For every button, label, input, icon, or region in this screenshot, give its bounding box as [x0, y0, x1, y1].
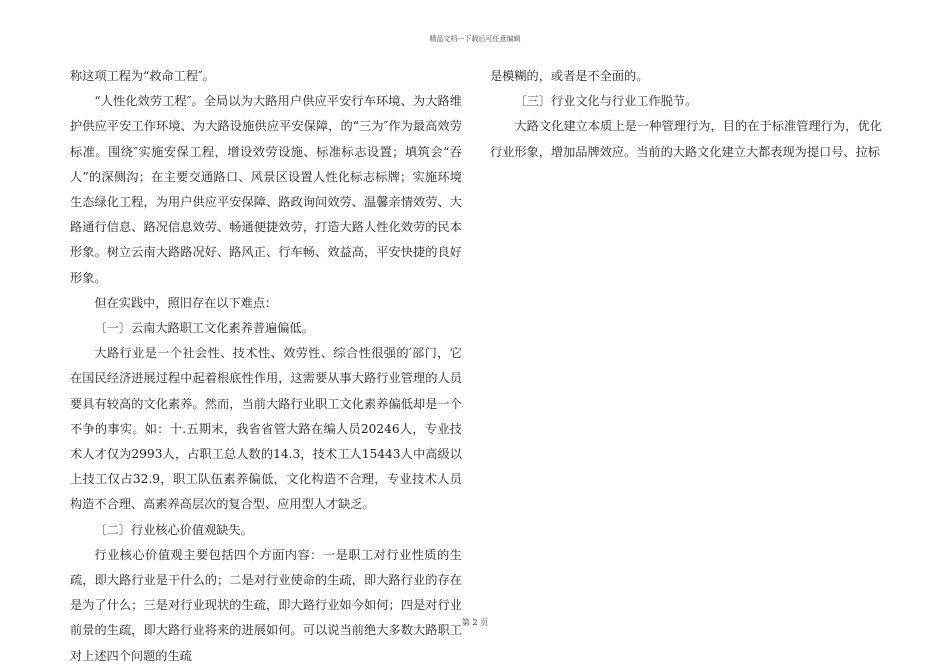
paragraph: 是模糊的，或者是不全面的。 — [490, 69, 649, 83]
paragraph: 但在实践中，照旧存在以下难点： — [94, 295, 278, 310]
paragraph: 称这项工程为“救命工程″。 — [70, 69, 215, 83]
paragraph: 大路文化建立本质上是一种管理行为，目的在于标准管理行为，优化行业形象，增加品牌效应。当前的大路文化建立大都表现为提口号、拉标 — [490, 119, 882, 159]
section-heading: 〔一〕云南大路职工文化素养普遍偏低。 — [94, 321, 314, 336]
section-heading: 〔三〕行业文化与行业工作脱节。 — [514, 94, 698, 109]
page-header: 精品文档---下载后可任意编辑 — [429, 35, 521, 43]
right-column — [490, 64, 882, 165]
paragraph: 大路行业是一个社会性、技术性、效劳性、综合性很强的′部门，它在国民经济进展过程中起着根底性作用，这需要从事大路行业管理的人员要具有较高的文化素养。然而，当前大路行业职工文化素养偏低却是一个不争的事实。如：十.五期末，我省省管大路在编人员20246人，专业技术人才仅为2993人，占职工总人数的14.3，技术工人15443人中高级以上技工仅占32.9，职工队伍素养偏低，文化构造不合理，专业技术人员构造不合理、高素养高层次的复合型、应用型人才缺乏。 — [70, 346, 462, 512]
page-number: 第 2 页 — [461, 618, 489, 627]
section-heading: 〔二〕行业核心价值观缺失。 — [94, 522, 253, 537]
paragraph: 行业核心价值观主要包括四个方面内容：一是职工对行业性质的生疏，即大路行业是干什么的；二是对行业使命的生疏，即大路行业的存在是为了什么；三是对行业现状的生疏，即大路行业如今如何；四是对行业前景的生疏，即大路行业将来的进展如何。可以说当前绝大多数大路职工对上述四个问题的生疏 — [70, 547, 462, 663]
left-column — [70, 64, 462, 669]
paragraph: “人性化效劳工程″。全局以为大路用户供应平安行车环境、为大路维护供应平安工作环境、为大路设施供应平安保障，的“三为″作为最高效劳标准。围绕″实施安保工程，增设效劳设施、标准标志设置；填筑会“吞人”的深侧沟；在主要交通路口、风景区设置人性化标志标牌；实施环境生态绿化工程，为用户供应平安保障、路政询问效劳、温馨亲情效劳、大路通行信息、路况信息效劳、畅通便捷效劳，打造大路人性化效劳的民本形象。树立云南大路路况好、路风正、行车畅、效益高，平安快捷的良好形象。 — [70, 94, 462, 285]
